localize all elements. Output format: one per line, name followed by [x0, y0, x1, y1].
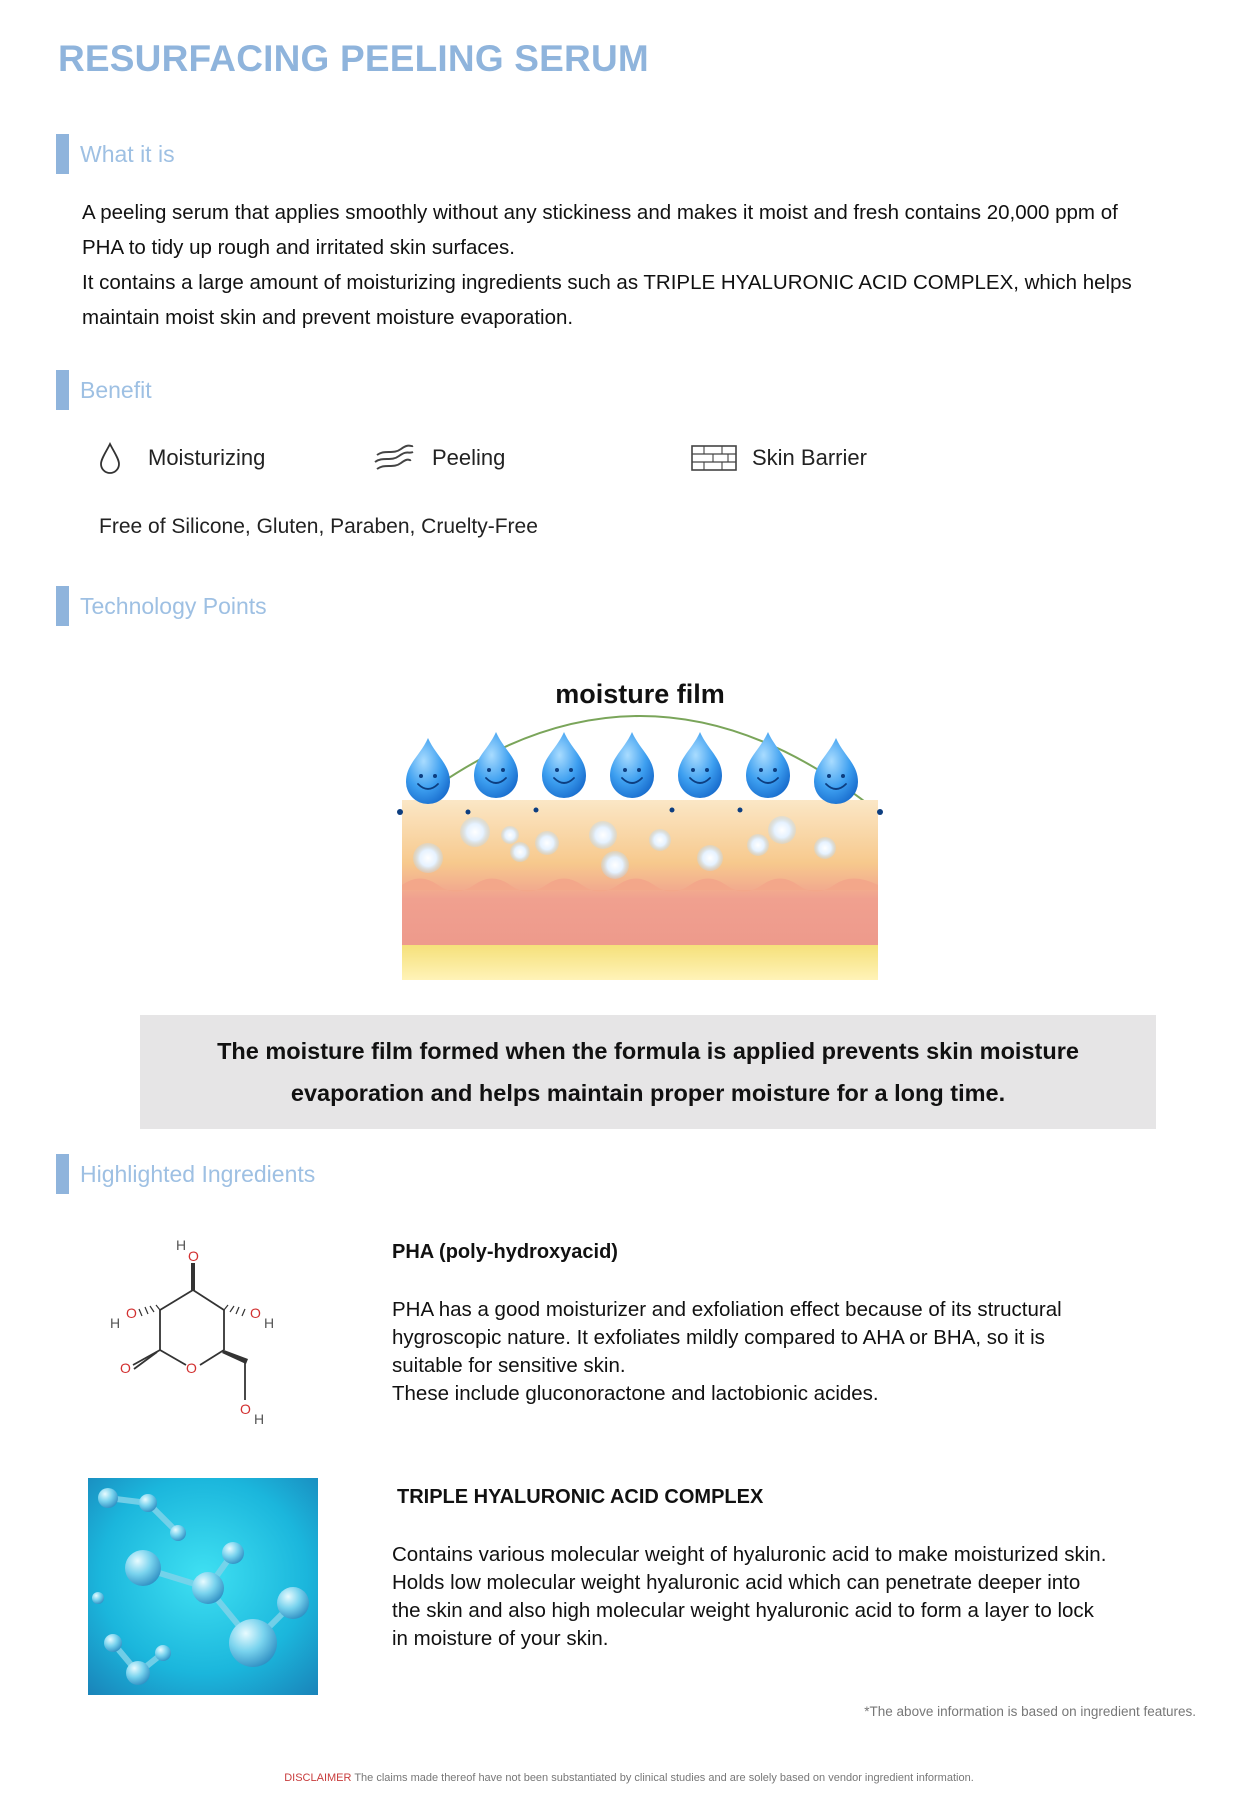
oxygen-atom-label: O	[250, 1305, 261, 1321]
disclaimer	[0, 1772, 1258, 1784]
technology-caption-box	[140, 1015, 1156, 1129]
benefit-label: Peeling	[432, 445, 506, 470]
section-heading-label: Highlighted Ingredients	[80, 1161, 316, 1187]
section-heading-label: Technology Points	[80, 593, 267, 619]
benefit-label: Skin Barrier	[752, 445, 867, 470]
oxygen-atom-label: O	[240, 1401, 251, 1417]
pha-molecule-structure-image	[100, 1238, 300, 1428]
moisture-film-label: moisture film	[555, 679, 725, 709]
oxygen-atom-label: O	[120, 1360, 131, 1376]
description-line: These include gluconoractone and lactobionic acides.	[392, 1382, 879, 1405]
droplet-icon	[86, 441, 134, 475]
ingredient-description-pha	[392, 1296, 1182, 1408]
section-accent-bar	[56, 134, 69, 174]
hydrogen-atom-label: H	[254, 1411, 265, 1427]
oxygen-atom-label: O	[186, 1360, 197, 1376]
description-line: in moisture of your skin.	[392, 1627, 609, 1650]
description-line: the skin and also high molecular weight hyaluronic acid to form a layer to lock	[392, 1599, 1094, 1622]
skin-barrier-icon	[690, 441, 738, 475]
description-line: Contains various molecular weight of hyaluronic acid to make moisturized skin.	[392, 1543, 1107, 1566]
description-line: PHA to tidy up rough and irritated skin surfaces.	[82, 236, 516, 259]
section-accent-bar	[56, 1154, 69, 1194]
description-line: A peeling serum that applies smoothly without any stickiness and makes it moist and fresh contains 20,000 ppm of	[82, 201, 1118, 224]
caption-line: evaporation and helps maintain proper moisture for a long time.	[290, 1080, 1006, 1106]
description-line: hygroscopic nature. It exfoliates mildly compared to AHA or BHA, so it is	[392, 1326, 1045, 1349]
free-of-list: Free of Silicone, Gluten, Paraben, Cruelty-Free	[99, 515, 538, 538]
section-accent-bar	[56, 370, 69, 410]
page-title: RESURFACING PEELING SERUM	[58, 38, 649, 79]
description-line: It contains a large amount of moisturizing ingredients such as TRIPLE HYALURONIC ACID COMPLEX, which helps	[82, 271, 1132, 294]
ingredient-title-pha: PHA (poly-hydroxyacid)	[392, 1241, 618, 1263]
description-line: suitable for sensitive skin.	[392, 1354, 626, 1377]
hydrogen-atom-label: H	[264, 1315, 275, 1331]
ingredient-title-triple-hyaluronic-acid: TRIPLE HYALURONIC ACID COMPLEX	[397, 1486, 764, 1508]
benefit-skin-barrier	[690, 438, 867, 478]
oxygen-atom-label: O	[188, 1248, 199, 1264]
benefit-moisturizing	[86, 438, 265, 478]
disclaimer-tag: DISCLAIMER	[284, 1772, 352, 1784]
what-it-is-description	[82, 195, 1192, 335]
ingredient-features-note: *The above information is based on ingredient features.	[864, 1704, 1196, 1719]
moisture-film-figure	[390, 660, 910, 990]
peeling-waves-icon	[370, 441, 418, 475]
section-accent-bar	[56, 586, 69, 626]
description-line: Holds low molecular weight hyaluronic acid which can penetrate deeper into	[392, 1571, 1081, 1594]
hydrogen-atom-label: H	[176, 1238, 187, 1253]
hydrogen-atom-label: H	[110, 1315, 121, 1331]
ingredient-description-triple-hyaluronic-acid	[392, 1541, 1182, 1653]
hyaluronic-acid-molecules-image	[88, 1478, 318, 1695]
section-heading-label: Benefit	[80, 377, 152, 403]
description-line: maintain moist skin and prevent moisture evaporation.	[82, 306, 574, 329]
section-heading-label: What it is	[80, 141, 175, 167]
benefit-peeling	[370, 438, 505, 478]
caption-line: The moisture film formed when the formula is applied prevents skin moisture	[217, 1038, 1079, 1064]
description-line: PHA has a good moisturizer and exfoliation effect because of its structural	[392, 1298, 1062, 1321]
disclaimer-text: The claims made thereof have not been substantiated by clinical studies and are solely based on vendor ingredient information.	[354, 1772, 974, 1784]
technology-caption	[178, 1030, 1118, 1114]
benefit-label: Moisturizing	[148, 445, 266, 470]
oxygen-atom-label: O	[126, 1305, 137, 1321]
